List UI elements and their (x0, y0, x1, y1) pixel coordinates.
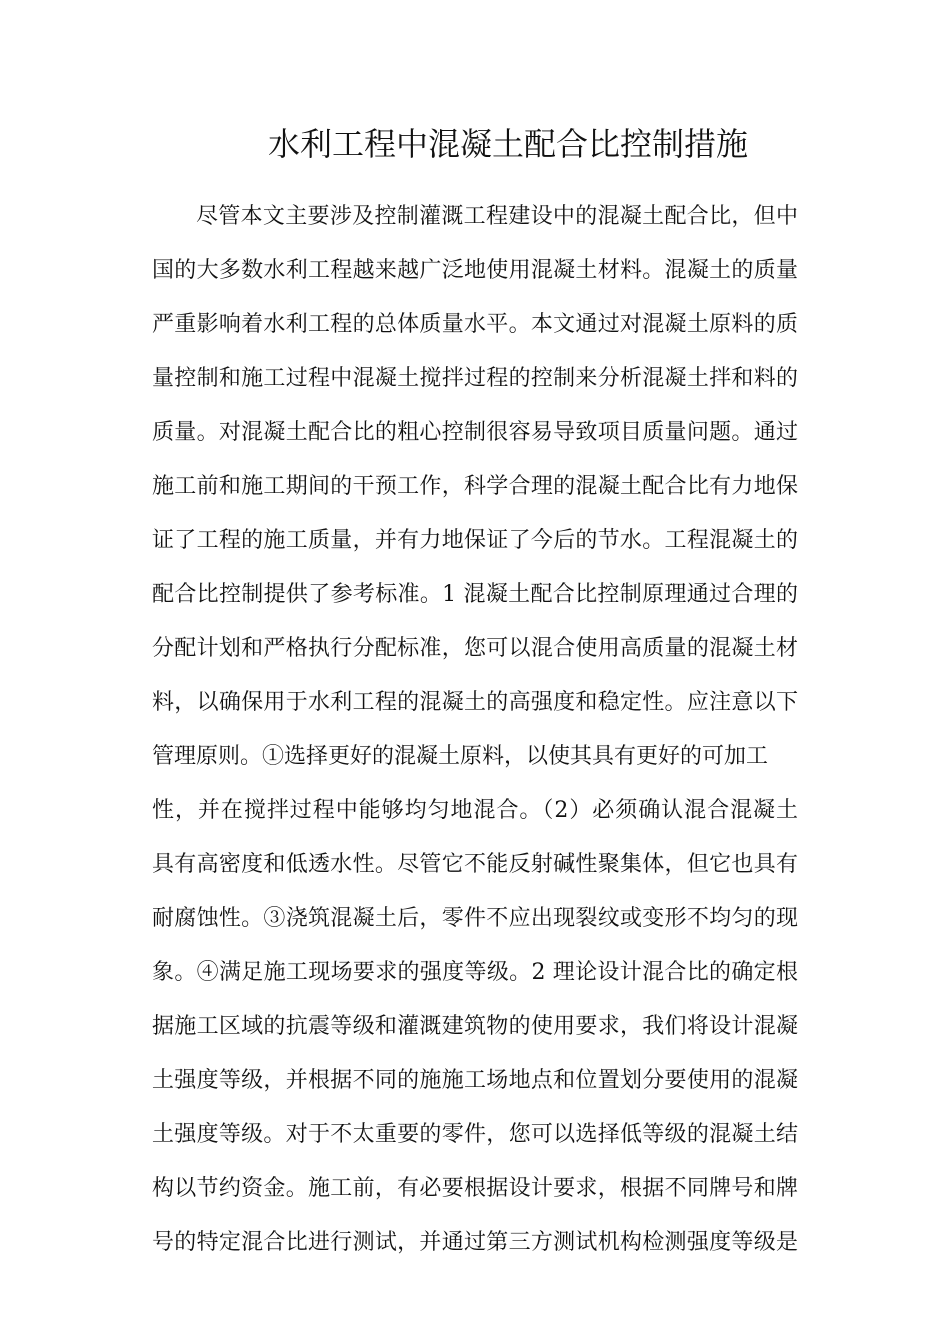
document-body (152, 190, 798, 1270)
body-line: 严重影响着水利工程的总体质量水平。本文通过对混凝土原料的质 (152, 312, 798, 337)
body-line: 构以节约资金。施工前，有必要根据设计要求，根据不同牌号和牌 (152, 1176, 798, 1201)
body-line: 象。④满足施工现场要求的强度等级。2 理论设计混合比的确定根 (152, 960, 798, 985)
body-line: 据施工区域的抗震等级和灌溉建筑物的使用要求，我们将设计混凝 (152, 1014, 798, 1039)
body-line: 土强度等级。对于不太重要的零件，您可以选择低等级的混凝土结 (152, 1122, 798, 1147)
body-line: 尽管本文主要涉及控制灌溉工程建设中的混凝土配合比，但中 (196, 204, 798, 229)
body-line: 料，以确保用于水利工程的混凝土的高强度和稳定性。应注意以下 (152, 690, 798, 715)
body-line: 性，并在搅拌过程中能够均匀地混合。（2）必须确认混合混凝土 (152, 798, 798, 823)
body-line: 施工前和施工期间的干预工作，科学合理的混凝土配合比有力地保 (152, 474, 798, 499)
body-line: 证了工程的施工质量，并有力地保证了今后的节水。工程混凝土的 (152, 528, 798, 553)
body-line: 土强度等级，并根据不同的施施工场地点和位置划分要使用的混凝 (152, 1068, 798, 1093)
body-line: 管理原则。①选择更好的混凝土原料，以使其具有更好的可加工 (152, 744, 769, 769)
body-line: 配合比控制提供了参考标准。1 混凝土配合比控制原理通过合理的 (152, 582, 798, 607)
body-line: 分配计划和严格执行分配标准，您可以混合使用高质量的混凝土材 (152, 636, 798, 661)
body-line: 号的特定混合比进行测试，并通过第三方测试机构检测强度等级是 (152, 1230, 798, 1255)
body-line: 具有高密度和低透水性。尽管它不能反射碱性聚集体，但它也具有 (152, 852, 798, 877)
body-line: 量控制和施工过程中混凝土搅拌过程的控制来分析混凝土拌和料的 (152, 366, 798, 391)
body-line: 耐腐蚀性。③浇筑混凝土后，零件不应出现裂纹或变形不均匀的现 (152, 906, 798, 931)
document-title: 水利工程中混凝土配合比控制措施 (267, 125, 748, 163)
body-line: 质量。对混凝土配合比的粗心控制很容易导致项目质量问题。通过 (152, 420, 798, 445)
body-line: 国的大多数水利工程越来越广泛地使用混凝土材料。混凝土的质量 (152, 258, 798, 283)
